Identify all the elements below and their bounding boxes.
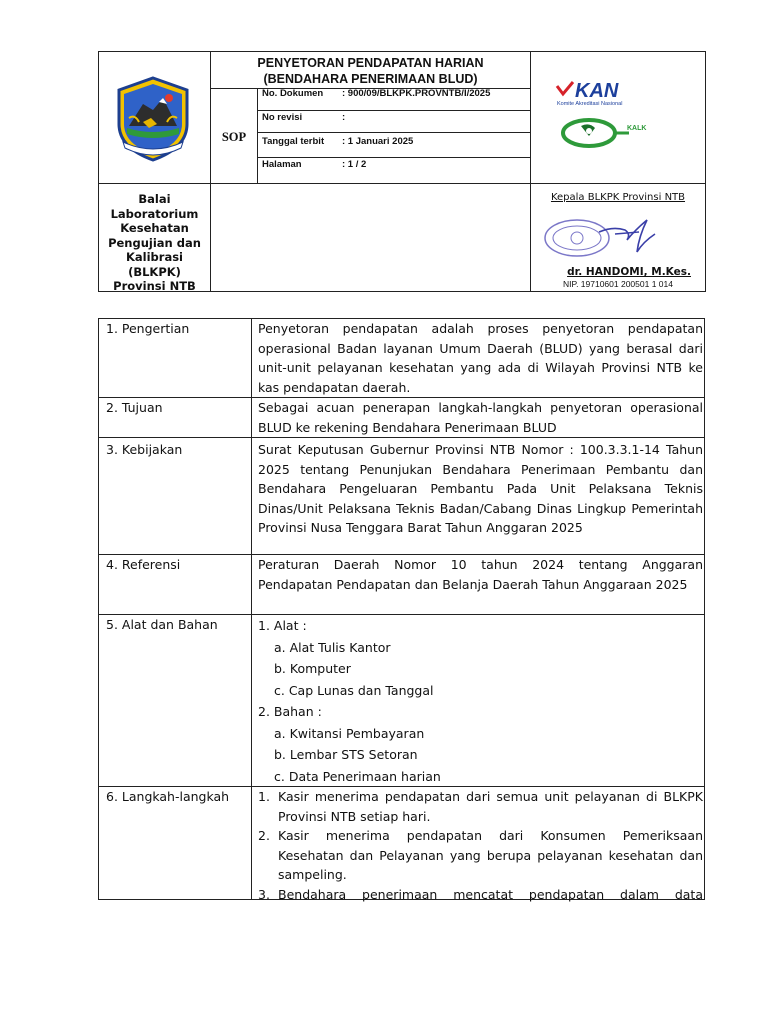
section-label: 4. Referensi xyxy=(99,555,252,614)
sop-header-table xyxy=(98,51,706,292)
section-label: 3. Kebijakan xyxy=(99,438,252,554)
signer-title: Kepala BLKPK Provinsi NTB xyxy=(550,192,686,203)
kalk-logo xyxy=(559,116,659,150)
step-item: 2. Kasir menerima pendapatan dari Konsumen Pemeriksaan Kesehatan dan Pelayanan yang berupa pelayanan kesehatan dan sampeling. xyxy=(258,828,703,882)
sop-content-table xyxy=(98,318,705,900)
section-kebijakan xyxy=(99,437,704,554)
section-referensi xyxy=(99,554,704,614)
list-item: c. Cap Lunas dan Tanggal xyxy=(274,682,434,698)
section-pengertian xyxy=(99,319,704,397)
list-item: c. Data Penerimaan harian xyxy=(274,768,441,784)
meta-no-dokumen: No. Dokumen : 900/09/BLKPK.PROVNTB/I/2025 xyxy=(262,88,491,99)
meta-halaman: Halaman : 1 / 2 xyxy=(262,159,367,170)
section-tujuan xyxy=(99,397,704,437)
section-text: Surat Keputusan Gubernur Provinsi NTB Nomor : 100.3.3.1-14 Tahun 2025 tentang Penunjukan Bendahara Penerimaan Pembantu dan Bendahara Pengeluaran Pembantu Pada Unit Pelaksana Teknis Dinas/Unit Pelaksana Teknis Badan/Cabang Dinas Lingkup Pemerintah Provinsi Nusa Tenggara Barat Tahun Anggaran 2025 xyxy=(258,442,703,535)
section-text: Sebagai acuan penerapan langkah-langkah penyetoran operasional BLUD ke rekening Bendahara Penerimaan BLUD xyxy=(258,400,703,435)
list-item: b. Komputer xyxy=(274,661,351,676)
section-list xyxy=(252,615,704,787)
section-label: 6. Langkah-langkah xyxy=(99,787,252,899)
list-item: b. Lembar STS Setoran xyxy=(274,747,418,762)
document-title-line1: PENYETORAN PENDAPATAN HARIAN xyxy=(257,56,484,70)
section-label: 2. Tujuan xyxy=(99,398,252,437)
step-item: 1. Kasir menerima pendapatan dari semua unit pelayanan di BLKPK Provinsi NTB setiap hari. xyxy=(258,789,703,824)
svg-text:Komite Akreditasi Nasional: Komite Akreditasi Nasional xyxy=(557,101,623,107)
section-steps xyxy=(252,787,704,904)
section-label: 1. Pengertian xyxy=(99,319,252,397)
signer-name: dr. HANDOMI, M.Kes. xyxy=(567,266,691,278)
step-item: 3. Bendahara penerimaan mencatat pendapatan dalam data xyxy=(258,886,703,902)
organization-name: Balai Laboratorium Kesehatan Pengujian dan Kalibrasi (BLKPK) Provinsi NTB xyxy=(108,192,201,293)
signer-nip: NIP. 19710601 200501 1 014 xyxy=(563,279,673,289)
list-item: a. Kwitansi Pembayaran xyxy=(274,725,425,741)
section-alat-dan-bahan xyxy=(99,614,704,786)
meta-no-revisi: No revisi : xyxy=(262,112,346,123)
ntb-emblem-logo xyxy=(113,76,193,162)
section-text: Penyetoran pendapatan adalah proses penyetoran pendapatan operasional Badan layanan Umum Daerah (BLUD) yang berasal dari unit-unit pelayanan kesehatan yang ada di Wilayah Provinsi NTB ke kas pendapatan daerah. xyxy=(258,321,703,395)
list-item: 1. Alat : xyxy=(258,618,307,633)
list-item: 2. Bahan : xyxy=(258,704,322,719)
document-title-line2: (BENDAHARA PENERIMAAN BLUD) xyxy=(263,72,478,86)
official-stamp-and-signature xyxy=(543,212,663,262)
meta-tanggal-terbit: Tanggal terbit : 1 Januari 2025 xyxy=(262,136,414,147)
section-text: Peraturan Daerah Nomor 10 tahun 2024 tentang Anggaran Pendapatan Pendapatan dan Belanja Daerah Tahun Anggaraan 2025 xyxy=(258,557,703,592)
svg-text:KAN: KAN xyxy=(575,80,619,102)
list-item: a. Alat Tulis Kantor xyxy=(274,639,391,655)
section-langkah-langkah xyxy=(99,786,704,902)
svg-text:KALK: KALK xyxy=(627,125,647,132)
sop-label: SOP xyxy=(221,130,247,144)
kan-logo xyxy=(555,80,659,108)
section-label: 5. Alat dan Bahan xyxy=(99,615,252,786)
